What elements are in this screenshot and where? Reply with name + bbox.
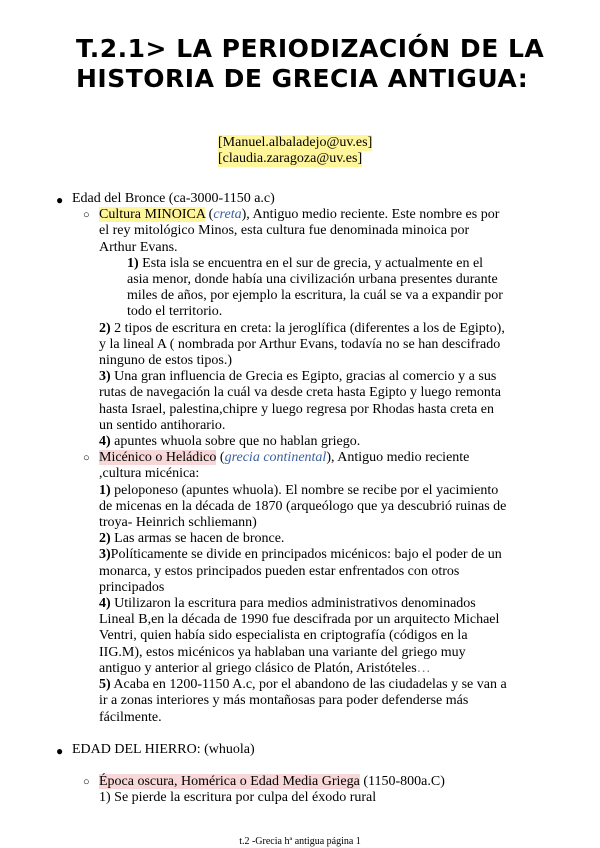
circle-bullet-icon: ○ <box>83 775 90 788</box>
iron-age-item <box>0 742 532 758</box>
iron-age-heading: EDAD DEL HIERRO: (whuola) <box>72 741 255 757</box>
title-line-1: T.2.1> LA PERIODIZACIÓN DE LA <box>76 34 545 63</box>
minoica-item: ○ Cultura MINOICA (creta), Antiguo medio reciente. Este nombre es por el rey mitológico Minos, esta cultura fue denominada minoica por Arthur Evans. <box>83 207 500 255</box>
email-2[interactable]: [claudia.zaragoza@uv.es] <box>218 151 363 166</box>
circle-bullet-icon: ○ <box>83 452 90 465</box>
micenico-point: 4) Utilizaron la escritura para medios administrativos denominados Lineal B,en la década de 1990 fue descifrada por un arquitecto Michael Ventri, quien había sido especialista en criptografía (códigos en la IIG.M), estos micénicos ya hablaban una variante del griego muy antiguo y anterior al griego clásico de Platón, Aristóteles… <box>99 596 500 676</box>
oscura-name: Época oscura, Homérica o Edad Media Griega <box>99 773 360 789</box>
minoica-point: 2) 2 tipos de escritura en creta: la jeroglífica (diferentes a los de Egipto), y la lineal A ( nombrada por Arthur Evans, todavía no se han descifrado ninguno de estos tipos.) <box>99 320 505 369</box>
micenico-name: Micénico o Heládico <box>99 450 217 466</box>
minoica-region: creta <box>213 207 242 223</box>
micenico-point: 2) Las armas se hacen de bronce. <box>99 531 285 547</box>
bullet-icon: ● <box>56 193 64 207</box>
micenico-point: 5) Acaba en 1200-1150 A.c, por el abandono de las ciudadelas y se van a ir a zonas interiores y más montañosas para poder defenderse más fácilmente. <box>99 677 507 725</box>
minoica-description: ), Antiguo medio reciente. Este nombre es por el rey mitológico Minos, esta cultura fue denominada minoica por Arthur Evans. <box>99 207 500 255</box>
oscura-point: 1) Se pierde la escritura por culpa del éxodo rural <box>99 790 377 806</box>
minoica-name: Cultura MINOICA <box>99 207 206 223</box>
micenico-description: ), Antiguo medio reciente ,cultura micénica: <box>99 450 470 482</box>
oscura-dates: (1150-800a.C) <box>359 773 445 789</box>
circle-bullet-icon: ○ <box>83 209 90 222</box>
page-title <box>76 34 576 94</box>
bullet-icon: ● <box>56 743 64 758</box>
oscura-item <box>0 774 509 790</box>
micenico-point: 1) peloponeso (apuntes whuola). El nombre se recibe por el yacimiento de micenas en la década de 1870 (arqueólogo que ya descubrió ruinas de troya- Heinrich schliemann) <box>99 482 507 531</box>
title-line-2: HISTORIA DE GRECIA ANTIGUA: <box>76 64 529 93</box>
micenico-item: ○ Micénico o Heládico (grecia continental), Antiguo medio reciente ,cultura micénica: <box>83 450 470 482</box>
micenico-region: grecia continental <box>224 450 327 466</box>
email-1[interactable]: [Manuel.albaladejo@uv.es] <box>218 135 373 150</box>
author-emails <box>218 135 372 167</box>
bronze-age-heading: Edad del Bronce (ca-3000-1150 a.c) <box>72 191 275 206</box>
minoica-point: 4) apuntes whuola sobre que no hablan griego. <box>99 434 361 450</box>
document-body <box>0 191 600 806</box>
bronze-age-item <box>0 191 532 207</box>
minoica-point: 3) Una gran influencia de Grecia es Egipto, gracias al comercio y a sus rutas de navegación la cuál va desde creta hasta Egipto y luego remonta hasta Israel, palestina,chipre y luego regresa por Rhodas hasta creta en un sentido antihorario. <box>99 369 501 433</box>
micenico-point: 3)Políticamente se divide en principados micénicos: bajo el poder de un monarca, y estos principados pueden estar enfrentados con otros principados <box>99 547 502 595</box>
page-footer: t.2 -Grecia hª antigua página 1 <box>239 836 361 847</box>
minoica-point: 1) Esta isla se encuentra en el sur de grecia, y actualmente en el asia menor, donde había una civilización urbana presentes durante miles de años, por ejemplo la escritura, la cuál se va a expandir por todo el territorio. <box>127 255 503 320</box>
